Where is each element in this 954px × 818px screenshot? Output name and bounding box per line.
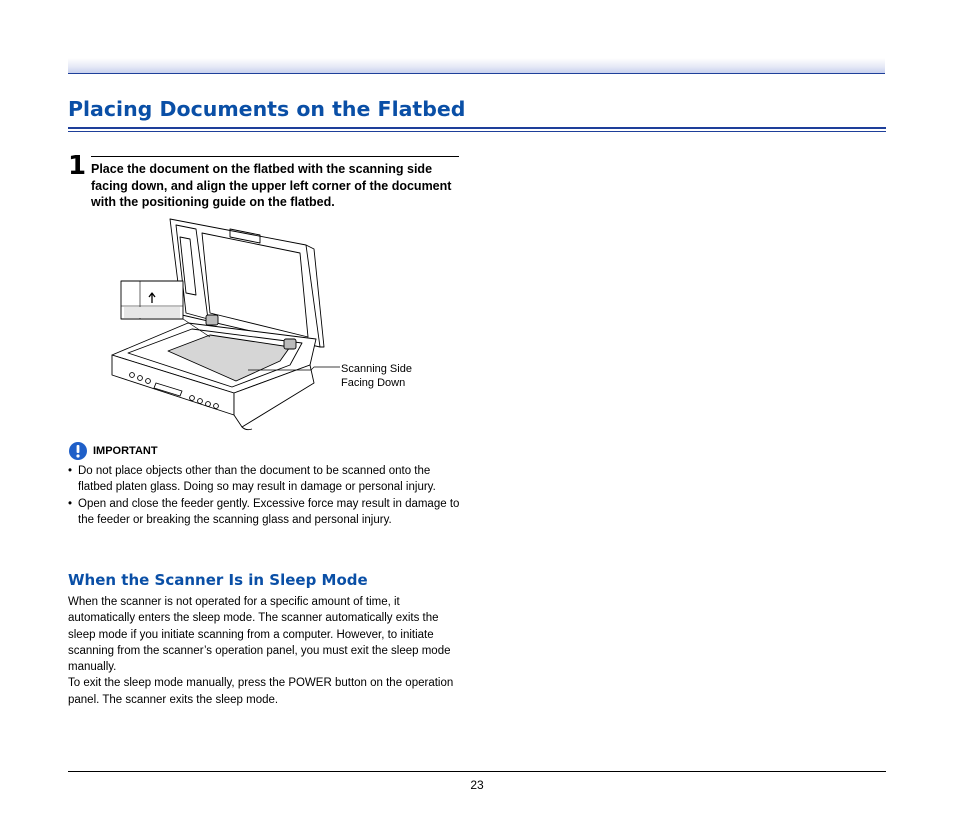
important-label: IMPORTANT	[93, 445, 158, 457]
figure-callout-label	[341, 363, 412, 390]
exclamation-circle-icon	[68, 441, 88, 461]
page-title: Placing Documents on the Flatbed	[68, 97, 466, 121]
important-list	[68, 463, 463, 528]
body-paragraph: To exit the sleep mode manually, press the POWER button on the operation panel. The scanner exits the sleep mode.	[68, 677, 454, 706]
section-heading: When the Scanner Is in Sleep Mode	[68, 571, 368, 589]
header-band	[68, 58, 885, 74]
figure-label-line2: Facing Down	[341, 376, 406, 389]
section-body	[68, 594, 460, 708]
list-item: • Do not place objects other than the document to be scanned onto the flatbed platen glass. Doing so may result in damage or personal injury.	[68, 463, 463, 496]
figure-label-line1: Scanning Side	[341, 363, 412, 375]
scanner-illustration	[110, 215, 430, 435]
step-number: 1	[68, 151, 87, 181]
page-number: 23	[470, 778, 484, 792]
body-paragraph: When the scanner is not operated for a specific amount of time, it automatically enters the sleep mode. The scanner automatically exits the sleep mode if you initiate scanning from a computer. However, to initiate scanning from the scanner’s operation panel, you must exit the sleep mode manually.	[68, 596, 451, 674]
title-rule-secondary	[68, 131, 886, 132]
step-instruction: Place the document on the flatbed with the scanning side facing down, and align the upper left corner of the document with the positioning guide on the flatbed.	[91, 162, 452, 209]
footer-rule	[68, 771, 886, 772]
step-rule	[91, 156, 459, 157]
list-item: • Open and close the feeder gently. Excessive force may result in damage to the feeder or breaking the scanning glass and personal injury.	[68, 496, 463, 529]
title-rule	[68, 127, 886, 129]
